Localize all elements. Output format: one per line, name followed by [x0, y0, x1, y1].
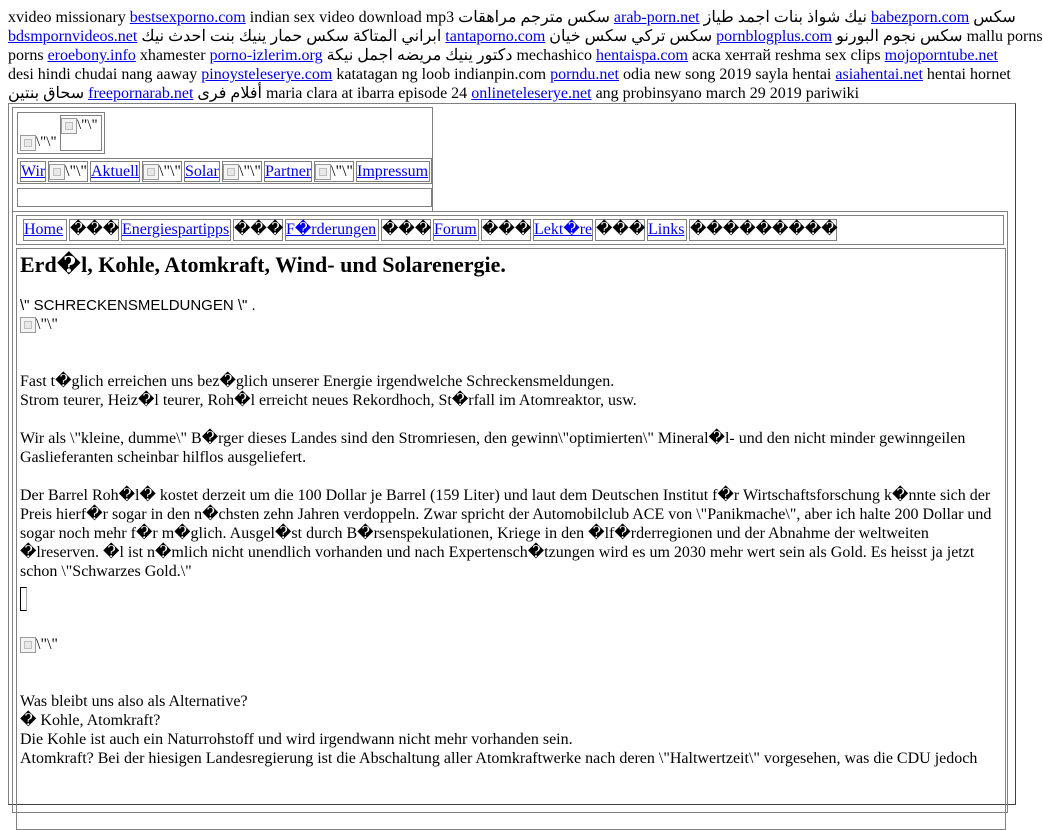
embedded-object-frame [20, 587, 27, 611]
nav-energiespartipps[interactable]: Energiespartipps [122, 221, 230, 238]
spam-link[interactable]: arab-porn.net [613, 9, 700, 26]
nav-separator: ��� [381, 219, 431, 241]
tab-solar[interactable]: Solar [185, 163, 219, 180]
nav-links[interactable]: Links [648, 221, 685, 238]
spam-text: سكس نجوم البورنو [832, 28, 963, 45]
nav-home[interactable]: Home [24, 221, 64, 238]
tab-impressum[interactable]: Impressum [357, 163, 429, 180]
nav-foerderungen-cell [285, 219, 379, 241]
paragraph-1-line-2: Strom teurer, Heiz�l teurer, Roh�l erreicht neues Rekordhoch, St�rfall im Atomreaktor, usw. [20, 392, 637, 409]
broken-image-icon [223, 164, 239, 180]
spam-link[interactable]: tantaporno.com [445, 28, 546, 45]
spam-link[interactable]: hentaispa.com [595, 47, 688, 64]
tab-wir-cell [20, 161, 46, 182]
spam-text: سكس حمار ينيك بنت احدث نيك [141, 28, 446, 45]
tab-aktuell-cell [90, 161, 140, 182]
nav-energiespartipps-cell [121, 219, 231, 241]
spam-text: odia new song 2019 sayla hentai [618, 66, 836, 83]
tab-partner-cell [264, 161, 312, 182]
paragraph-4-line-2: � Kohle, Atomkraft? [20, 712, 161, 729]
broken-image-icon [20, 317, 36, 333]
tab-impressum-cell [356, 161, 430, 182]
header-image-frame [60, 115, 102, 151]
article-image: \"\" [20, 315, 995, 334]
article-subtitle: \" SCHRECKENSMELDUNGEN \" . [20, 297, 256, 314]
spam-text: xhamester [135, 47, 210, 64]
spam-link-block [8, 8, 1043, 103]
tab-solar-cell [184, 161, 220, 182]
broken-image-icon: \"\" [20, 133, 57, 152]
spam-link[interactable]: asiahentai.net [835, 66, 923, 83]
paragraph-3: Der Barrel Roh�l� kostet derzeit um die 100 Dollar je Barrel (159 Liter) und laut dem Deutschen Institut f�r Wirtschaftsforschung k�nnte sich der Preis hierf�r sogar in den n�chsten zehn Jahren verdoppeln. Zwar spricht der Automobilclub ACE von \"Panikmache\", aber ich halte 200 Dollar und sogar noch mehr f�r m�glich. Ausgel�st durch B�rsenspekulationen, Kriege in den �lf�rderregionen und der Abnahme der weltweiten �lreserven. �l ist n�mlich nicht unendlich vorhanden und nach Expertensch�tzungen wird es um 2030 mehr wert sein als Gold. Es heisst ja jetzt schon \"Schwarzes Gold.\" [20, 487, 992, 580]
top-nav [17, 158, 432, 184]
nav-trailing: ��������� [689, 219, 837, 241]
main-nav [16, 215, 1004, 245]
page-title: Erd�l, Kohle, Atomkraft, Wind- und Solarenergie. [20, 252, 506, 277]
nav-separator-image: \"\" [48, 161, 88, 182]
spam-text: porns [8, 47, 48, 64]
nav-lektuere[interactable]: Lekt�re [534, 221, 593, 238]
broken-image-icon: \"\" [61, 116, 98, 135]
paragraph-4-line-4: Atomkraft? Bei der hiesigen Landesregierung ist die Abschaltung aller Atomkraftwerke nach deren \"Haltwertzeit\" vorgesehen, was die CDU jedoch [20, 750, 978, 767]
tab-aktuell[interactable]: Aktuell [91, 163, 139, 180]
outer-layout-table [8, 103, 1016, 805]
spam-text: أفلام فرى maria clara at ibarra episode 24 [193, 85, 472, 102]
paragraph-4-line-3: Die Kohle ist auch ein Naturrohstoff und wird irgendwann nicht mehr vorhanden sein. [20, 731, 573, 748]
article-content [16, 248, 1006, 830]
spam-link[interactable]: eroebony.info [47, 47, 136, 64]
spam-text: xvideo missionary [8, 9, 130, 26]
spam-line-4 [8, 65, 1014, 84]
paragraph-4-line-1: Was bleibt uns also als Alternative? [20, 693, 248, 710]
spam-link[interactable]: freepornarab.net [88, 85, 194, 102]
spam-text: desi hindi chudai nang aaway [8, 66, 202, 83]
spam-text: аска хентай reshma sex clips [687, 47, 885, 64]
spam-text: ابراني المتاكة [137, 28, 442, 45]
spam-link[interactable]: porno-izlerim.org [209, 47, 323, 64]
article-image-2: \"\" [20, 635, 995, 654]
nav-home-cell [23, 219, 67, 241]
spam-link[interactable]: porndu.net [550, 66, 619, 83]
spam-link[interactable]: mojoporntube.net [884, 47, 998, 64]
spam-line-2 [8, 27, 1043, 46]
embedded-object [20, 581, 995, 616]
nav-forum[interactable]: Forum [434, 221, 477, 238]
spam-link[interactable]: pinoysteleserye.com [201, 66, 333, 83]
nav-forum-cell [433, 219, 479, 241]
spam-text: ang probinsyano march 29 2019 pariwiki [591, 85, 860, 102]
broken-image-icon [315, 164, 331, 180]
nav-lektuere-cell [533, 219, 593, 241]
header-image-cell [17, 112, 105, 154]
broken-image-icon [49, 164, 65, 180]
paragraph-1-line-1: Fast t�glich erreichen uns bez�glich unserer Energie irgendwelche Schreckensmeldungen. [20, 373, 615, 390]
spam-line-3 [8, 46, 1014, 65]
broken-image-icon [20, 637, 36, 653]
article-body [20, 296, 995, 768]
nav-separator: ��� [233, 219, 283, 241]
main-content-table [12, 211, 1008, 813]
spam-text: mallu porns [966, 28, 1043, 45]
spam-text: دكتور ينيك مريضه اجمل نيكة mechashico [322, 47, 596, 64]
nav-separator-image: \"\" [314, 161, 354, 182]
nav-separator: ��� [481, 219, 531, 241]
spam-line-5 [8, 84, 1014, 103]
tab-partner[interactable]: Partner [265, 163, 312, 180]
spam-text: سكس [969, 9, 1016, 26]
nav-separator: ��� [595, 219, 645, 241]
nav-links-cell [647, 219, 687, 241]
spam-text: سحاق بنتين [8, 85, 89, 102]
spam-link[interactable]: bdsmpornvideos.net [8, 28, 138, 45]
spam-link[interactable]: onlineteleserye.net [471, 85, 592, 102]
spam-link[interactable]: babezporn.com [871, 9, 970, 26]
header-table [12, 107, 433, 212]
spam-text: katatagan ng loob indianpin.com [332, 66, 551, 83]
nav-separator: ��� [69, 219, 119, 241]
spam-link[interactable]: pornblogplus.com [716, 28, 833, 45]
spam-link[interactable]: bestsexporno.com [129, 9, 246, 26]
spam-text: نيك شواذ بنات اجمد طياز [699, 9, 871, 26]
spam-line-1 [8, 8, 1014, 27]
tab-wir[interactable]: Wir [21, 163, 46, 180]
header-empty-row [17, 188, 432, 207]
nav-separator-image: \"\" [222, 161, 262, 182]
spam-text: hentai hornet [922, 66, 1011, 83]
spam-text: سكس تركي سكس خيان [545, 28, 717, 45]
nav-foerderungen[interactable]: F�rderungen [286, 221, 377, 238]
broken-image-icon [143, 164, 159, 180]
nav-separator-image: \"\" [142, 161, 182, 182]
paragraph-2: Wir als \"kleine, dumme\" B�rger dieses Landes sind den Stromriesen, den gewinn\"optimierten\" Mineral�l- und den nicht minder gewinngeilen Gaslieferanten scheinbar hilflos ausgeliefert. [20, 430, 966, 466]
spam-text: indian sex video download mp3 سكس مترجم مراهقات [245, 9, 614, 26]
